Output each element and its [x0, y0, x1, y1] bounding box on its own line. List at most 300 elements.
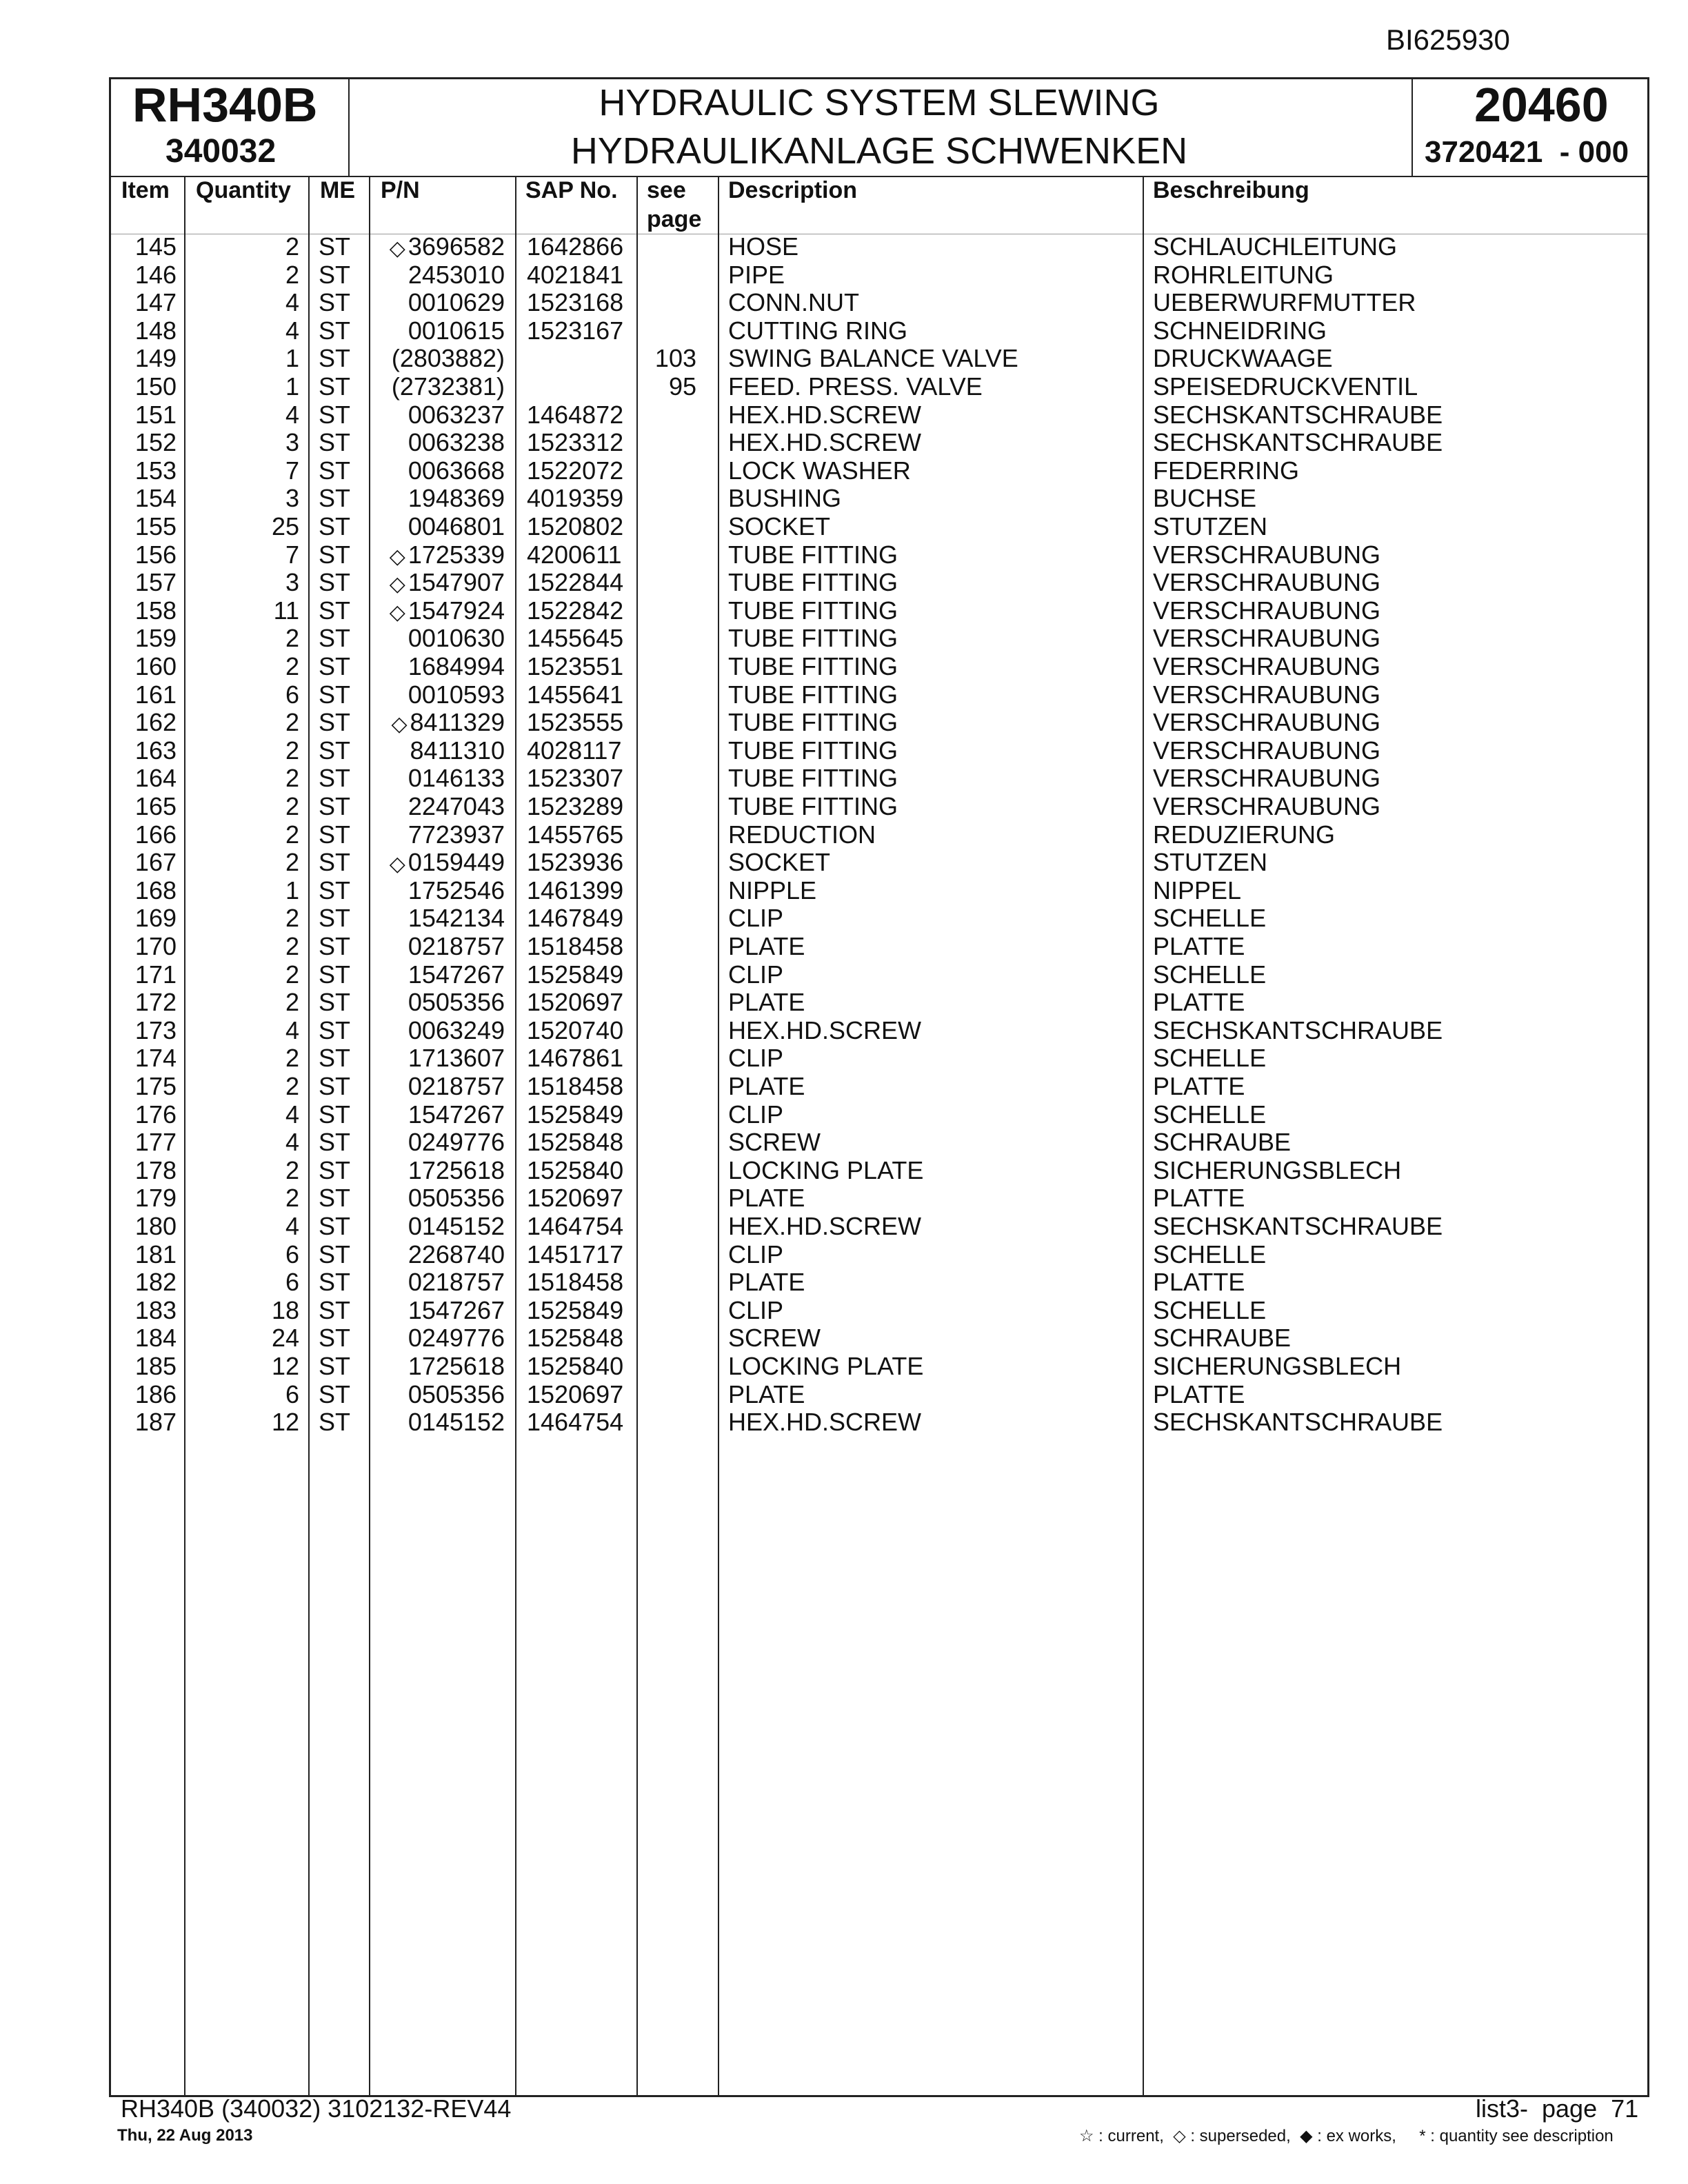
unit-cell: ST [319, 316, 351, 345]
unit-cell: ST [319, 960, 351, 989]
sap-number-cell: 4028117 [527, 736, 622, 765]
description-cell: HEX.HD.SCREW [728, 1015, 922, 1044]
group-number: 20460 [1474, 78, 1609, 132]
table-row [0, 793, 1688, 821]
table-row [0, 289, 1688, 317]
part-number-cell [372, 457, 505, 485]
part-number-cell [372, 485, 505, 512]
item-cell: 179 [134, 1184, 177, 1213]
part-number-cell [372, 401, 505, 429]
unit-cell: ST [319, 1324, 351, 1353]
unit-cell: ST [319, 1408, 351, 1437]
item-cell: 161 [134, 680, 177, 709]
part-number-cell [372, 345, 505, 372]
part-number-text: 3696582 [408, 232, 505, 261]
table-row [0, 485, 1688, 513]
quantity-cell: 6 [285, 1240, 299, 1268]
part-number-cell [372, 1017, 505, 1044]
quantity-cell: 2 [285, 652, 299, 680]
item-cell: 158 [134, 596, 177, 625]
item-cell: 152 [134, 428, 177, 457]
see-page-cell: 95 [668, 372, 696, 401]
beschreibung-cell: SCHELLE [1153, 1100, 1267, 1129]
unit-cell: ST [319, 680, 351, 709]
part-number-cell [372, 737, 505, 765]
quantity-cell: 2 [285, 792, 299, 820]
part-number-text: 0249776 [408, 1324, 505, 1353]
table-row [0, 1101, 1688, 1129]
beschreibung-cell: SCHELLE [1153, 904, 1267, 933]
part-number-text: 1725339 [408, 540, 505, 569]
table-row [0, 1044, 1688, 1073]
description-cell: SWING BALANCE VALVE [728, 344, 1018, 373]
sap-number-cell: 1525849 [527, 1100, 624, 1129]
item-cell: 154 [134, 484, 177, 513]
description-cell: PLATE [728, 988, 805, 1017]
header-divider-left [348, 79, 350, 176]
sap-number-cell: 1467861 [527, 1044, 624, 1073]
part-number-text: 1547907 [408, 568, 505, 597]
title-german: HYDRAULIKANLAGE SCHWENKEN [570, 130, 1188, 172]
description-cell: SOCKET [728, 848, 831, 877]
part-number-text: 1547267 [408, 960, 505, 989]
item-cell: 151 [134, 400, 177, 429]
quantity-cell: 2 [285, 736, 299, 765]
beschreibung-cell: VERSCHRAUBUNG [1153, 596, 1381, 625]
quantity-cell: 12 [271, 1408, 299, 1437]
col-header-beschreibung: Beschreibung [1153, 177, 1309, 203]
quantity-cell: 4 [285, 1015, 299, 1044]
description-cell: HEX.HD.SCREW [728, 1212, 922, 1240]
unit-cell: ST [319, 1240, 351, 1268]
table-row [0, 1241, 1688, 1269]
sap-number-cell: 1523289 [527, 792, 624, 820]
part-number-text: 8411329 [410, 708, 505, 737]
sap-number-cell: 1464872 [527, 400, 624, 429]
footer-date: Thu, 22 Aug 2013 [117, 2126, 253, 2145]
beschreibung-cell: NIPPEL [1153, 876, 1242, 904]
part-number-cell [372, 261, 505, 289]
beschreibung-cell: SCHELLE [1153, 960, 1267, 989]
part-number-text: 0505356 [408, 1184, 505, 1213]
unit-cell: ST [319, 456, 351, 485]
item-cell: 165 [134, 792, 177, 820]
description-cell: CUTTING RING [728, 316, 907, 345]
sap-number-cell: 1518458 [527, 1072, 624, 1100]
table-row [0, 345, 1688, 373]
item-cell: 166 [134, 820, 177, 849]
item-cell: 170 [134, 932, 177, 960]
title-english: HYDRAULIC SYSTEM SLEWING [599, 82, 1160, 123]
quantity-cell: 18 [271, 1295, 299, 1324]
table-row [0, 541, 1688, 569]
quantity-cell: 2 [285, 624, 299, 653]
beschreibung-cell: REDUZIERUNG [1153, 820, 1336, 849]
table-row [0, 513, 1688, 541]
beschreibung-cell: VERSCHRAUBUNG [1153, 764, 1381, 793]
table-row [0, 1129, 1688, 1157]
col-header-page: page [647, 206, 702, 232]
unit-cell: ST [319, 736, 351, 765]
item-cell: 160 [134, 652, 177, 680]
part-number-cell [372, 793, 505, 820]
quantity-cell: 2 [285, 708, 299, 737]
description-cell: HEX.HD.SCREW [728, 428, 922, 457]
unit-cell: ST [319, 1155, 351, 1184]
sap-number-cell: 1464754 [527, 1408, 624, 1437]
item-cell: 185 [134, 1352, 177, 1380]
table-row [0, 429, 1688, 457]
item-cell: 149 [134, 344, 177, 373]
beschreibung-cell: SPEISEDRUCKVENTIL [1153, 372, 1418, 401]
description-cell: TUBE FITTING [728, 540, 898, 569]
part-number-text: 1547924 [408, 596, 505, 625]
table-row [0, 1353, 1688, 1381]
beschreibung-cell: SCHNEIDRING [1153, 316, 1327, 345]
quantity-cell: 2 [285, 232, 299, 261]
quantity-cell: 3 [285, 568, 299, 597]
quantity-cell: 2 [285, 1044, 299, 1073]
item-cell: 159 [134, 624, 177, 653]
part-number-cell [372, 1297, 505, 1324]
table-row [0, 904, 1688, 933]
table-row [0, 849, 1688, 877]
sap-number-cell: 1464754 [527, 1212, 624, 1240]
item-cell: 181 [134, 1240, 177, 1268]
item-cell: 183 [134, 1295, 177, 1324]
description-cell: TUBE FITTING [728, 680, 898, 709]
unit-cell: ST [319, 904, 351, 933]
description-cell: CLIP [728, 904, 784, 933]
sap-number-cell: 1523551 [527, 652, 624, 680]
beschreibung-cell: PLATTE [1153, 1184, 1245, 1213]
sap-number-cell: 1523936 [527, 848, 624, 877]
table-row [0, 765, 1688, 793]
sap-number-cell: 1525840 [527, 1155, 624, 1184]
sap-number-cell: 1525849 [527, 960, 624, 989]
part-number-cell [372, 1353, 505, 1380]
superseded-icon: ◇ [391, 713, 408, 736]
part-number-cell [372, 681, 505, 709]
description-cell: BUSHING [728, 484, 842, 513]
item-cell: 182 [134, 1268, 177, 1297]
table-row [0, 373, 1688, 401]
beschreibung-cell: VERSCHRAUBUNG [1153, 624, 1381, 653]
description-cell: HOSE [728, 232, 799, 261]
quantity-cell: 2 [285, 1184, 299, 1213]
part-number-cell [372, 541, 505, 571]
sap-number-cell: 1522844 [527, 568, 624, 597]
quantity-cell: 7 [285, 540, 299, 569]
part-number-cell [372, 961, 505, 989]
part-number-text: 8411310 [410, 736, 505, 765]
part-number-cell [372, 1184, 505, 1212]
part-number-cell [372, 1408, 505, 1436]
sap-number-cell: 1642866 [527, 232, 624, 261]
table-row [0, 821, 1688, 849]
table-row [0, 709, 1688, 737]
item-cell: 153 [134, 456, 177, 485]
quantity-cell: 6 [285, 1379, 299, 1408]
table-row [0, 625, 1688, 653]
part-number-text: 0218757 [408, 1268, 505, 1297]
part-number-cell [372, 1073, 505, 1100]
part-number-text: 0063668 [408, 456, 505, 485]
item-cell: 186 [134, 1379, 177, 1408]
sap-number-cell: 1525848 [527, 1128, 624, 1157]
unit-cell: ST [319, 568, 351, 597]
part-number-text: 2453010 [408, 260, 505, 289]
item-cell: 147 [134, 288, 177, 317]
beschreibung-cell: UEBERWURFMUTTER [1153, 288, 1416, 317]
col-header-see: see [647, 177, 686, 203]
item-cell: 184 [134, 1324, 177, 1353]
beschreibung-cell: SCHELLE [1153, 1295, 1267, 1324]
part-number-cell [372, 1381, 505, 1408]
description-cell: SCREW [728, 1324, 821, 1353]
part-number-text: 2247043 [408, 792, 505, 820]
quantity-cell: 2 [285, 988, 299, 1017]
sap-number-cell: 1525840 [527, 1352, 624, 1380]
table-row [0, 1381, 1688, 1409]
part-number-text: 7723937 [408, 820, 505, 849]
item-cell: 187 [134, 1408, 177, 1437]
sap-number-cell: 1520740 [527, 1015, 624, 1044]
table-row [0, 933, 1688, 961]
description-cell: HEX.HD.SCREW [728, 400, 922, 429]
quantity-cell: 1 [285, 372, 299, 401]
description-cell: CLIP [728, 1295, 784, 1324]
item-cell: 162 [134, 708, 177, 737]
part-number-cell [372, 904, 505, 932]
sap-number-cell: 1522842 [527, 596, 624, 625]
beschreibung-cell: VERSCHRAUBUNG [1153, 708, 1381, 737]
sap-number-cell: 1523167 [527, 316, 624, 345]
description-cell: CLIP [728, 1044, 784, 1073]
table-row [0, 653, 1688, 681]
unit-cell: ST [319, 344, 351, 373]
item-cell: 180 [134, 1212, 177, 1240]
unit-cell: ST [319, 1128, 351, 1157]
item-cell: 155 [134, 512, 177, 540]
item-cell: 171 [134, 960, 177, 989]
description-cell: SCREW [728, 1128, 821, 1157]
table-row [0, 1157, 1688, 1185]
item-cell: 168 [134, 876, 177, 904]
description-cell: TUBE FITTING [728, 568, 898, 597]
sap-number-cell: 1523168 [527, 288, 624, 317]
quantity-cell: 2 [285, 904, 299, 933]
quantity-cell: 1 [285, 344, 299, 373]
part-number-text: 1542134 [408, 904, 505, 933]
unit-cell: ST [319, 1044, 351, 1073]
beschreibung-cell: VERSCHRAUBUNG [1153, 540, 1381, 569]
part-number-cell [372, 765, 505, 792]
part-number-text: 1547267 [408, 1100, 505, 1129]
item-cell: 156 [134, 540, 177, 569]
superseded-icon: ◇ [389, 573, 405, 596]
sap-number-cell: 1523555 [527, 708, 624, 737]
part-number-text: 0010630 [408, 624, 505, 653]
quantity-cell: 4 [285, 1100, 299, 1129]
unit-cell: ST [319, 540, 351, 569]
item-cell: 167 [134, 848, 177, 877]
part-number-cell [372, 569, 505, 598]
description-cell: TUBE FITTING [728, 792, 898, 820]
part-number-cell [372, 653, 505, 680]
part-number-cell [372, 513, 505, 540]
unit-cell: ST [319, 624, 351, 653]
table-row [0, 1184, 1688, 1213]
description-cell: FEED. PRESS. VALVE [728, 372, 983, 401]
part-number-cell [372, 1241, 505, 1268]
beschreibung-cell: VERSCHRAUBUNG [1153, 652, 1381, 680]
part-number-text: 0046801 [408, 512, 505, 540]
quantity-cell: 4 [285, 400, 299, 429]
col-header-sap: SAP No. [525, 177, 618, 203]
part-number-text: 0505356 [408, 988, 505, 1017]
superseded-icon: ◇ [389, 600, 405, 624]
sap-number-cell: 1525848 [527, 1324, 624, 1353]
unit-cell: ST [319, 1212, 351, 1240]
col-header-item: Item [121, 177, 170, 203]
part-number-text: 0010629 [408, 288, 505, 317]
item-cell: 178 [134, 1155, 177, 1184]
unit-cell: ST [319, 372, 351, 401]
sap-number-cell: 1455645 [527, 624, 624, 653]
beschreibung-cell: VERSCHRAUBUNG [1153, 680, 1381, 709]
col-header-quantity: Quantity [196, 177, 291, 203]
quantity-cell: 2 [285, 260, 299, 289]
description-cell: TUBE FITTING [728, 708, 898, 737]
superseded-icon: ◇ [389, 853, 405, 876]
part-number-cell [372, 989, 505, 1016]
unit-cell: ST [319, 428, 351, 457]
beschreibung-cell: ROHRLEITUNG [1153, 260, 1334, 289]
part-number-text: 1713607 [408, 1044, 505, 1073]
unit-cell: ST [319, 1100, 351, 1129]
table-row [0, 1213, 1688, 1241]
unit-cell: ST [319, 764, 351, 793]
beschreibung-cell: VERSCHRAUBUNG [1153, 568, 1381, 597]
part-number-cell [372, 1213, 505, 1240]
unit-cell: ST [319, 1072, 351, 1100]
unit-cell: ST [319, 260, 351, 289]
part-number-text: 0218757 [408, 1072, 505, 1100]
quantity-cell: 12 [271, 1352, 299, 1380]
sap-number-cell: 1518458 [527, 932, 624, 960]
unit-cell: ST [319, 484, 351, 513]
part-number-text: 1752546 [408, 876, 505, 904]
part-number-text: 0063237 [408, 400, 505, 429]
footer-doc-ref: RH340B (340032) 3102132-REV44 [121, 2094, 512, 2123]
quantity-cell: 24 [271, 1324, 299, 1353]
beschreibung-cell: SECHSKANTSCHRAUBE [1153, 1408, 1443, 1437]
item-cell: 157 [134, 568, 177, 597]
part-number-text: 0145152 [408, 1408, 505, 1437]
beschreibung-cell: VERSCHRAUBUNG [1153, 792, 1381, 820]
part-number-text: 0010593 [408, 680, 505, 709]
table-row [0, 317, 1688, 345]
description-cell: TUBE FITTING [728, 764, 898, 793]
beschreibung-cell: SCHRAUBE [1153, 1128, 1292, 1157]
superseded-icon: ◇ [389, 545, 405, 568]
table-row [0, 457, 1688, 485]
quantity-cell: 7 [285, 456, 299, 485]
table-row [0, 233, 1688, 261]
beschreibung-cell: SCHELLE [1153, 1240, 1267, 1268]
beschreibung-cell: VERSCHRAUBUNG [1153, 736, 1381, 765]
description-cell: PLATE [728, 932, 805, 960]
quantity-cell: 4 [285, 316, 299, 345]
item-cell: 164 [134, 764, 177, 793]
superseded-icon: ◇ [389, 237, 405, 260]
sap-number-cell: 1461399 [527, 876, 624, 904]
col-header-pn: P/N [381, 177, 420, 203]
sap-number-cell: 4019359 [527, 484, 624, 513]
part-number-text: 1948369 [408, 484, 505, 513]
description-cell: PLATE [728, 1379, 805, 1408]
quantity-cell: 2 [285, 848, 299, 877]
table-row [0, 569, 1688, 597]
description-cell: PLATE [728, 1268, 805, 1297]
part-number-text: 2268740 [408, 1240, 505, 1268]
item-cell: 145 [134, 232, 177, 261]
description-cell: LOCK WASHER [728, 456, 911, 485]
sap-number-cell: 1518458 [527, 1268, 624, 1297]
sap-number-cell: 1523307 [527, 764, 624, 793]
table-row [0, 1268, 1688, 1297]
part-number-cell [372, 877, 505, 904]
description-cell: REDUCTION [728, 820, 876, 849]
part-number-cell [372, 233, 505, 263]
part-number-cell [372, 1101, 505, 1129]
part-number-cell [372, 1157, 505, 1184]
part-number-text: (2732381) [391, 372, 505, 401]
part-number-cell [372, 1129, 505, 1156]
part-number-text: 1725618 [408, 1155, 505, 1184]
sap-number-cell: 1455765 [527, 820, 624, 849]
part-number-text: 0063249 [408, 1015, 505, 1044]
unit-cell: ST [319, 1295, 351, 1324]
beschreibung-cell: PLATTE [1153, 1379, 1245, 1408]
part-number-cell [372, 289, 505, 316]
quantity-cell: 3 [285, 484, 299, 513]
see-page-cell: 103 [654, 344, 696, 373]
item-cell: 177 [134, 1128, 177, 1157]
part-number-cell [372, 317, 505, 345]
part-number-cell [372, 1324, 505, 1352]
unit-cell: ST [319, 596, 351, 625]
item-cell: 148 [134, 316, 177, 345]
beschreibung-cell: SECHSKANTSCHRAUBE [1153, 1015, 1443, 1044]
sap-number-cell: 1525849 [527, 1295, 624, 1324]
header-divider-right [1411, 79, 1413, 176]
part-number-cell [372, 429, 505, 456]
beschreibung-cell: SICHERUNGSBLECH [1153, 1352, 1402, 1380]
description-cell: PLATE [728, 1184, 805, 1213]
description-cell: HEX.HD.SCREW [728, 1408, 922, 1437]
part-number-cell [372, 821, 505, 849]
part-number-text: 0159449 [408, 848, 505, 877]
unit-cell: ST [319, 876, 351, 904]
part-number-text: 0146133 [408, 764, 505, 793]
table-row [0, 961, 1688, 989]
table-row [0, 737, 1688, 765]
item-cell: 146 [134, 260, 177, 289]
table-row [0, 1408, 1688, 1437]
description-cell: LOCKING PLATE [728, 1155, 924, 1184]
